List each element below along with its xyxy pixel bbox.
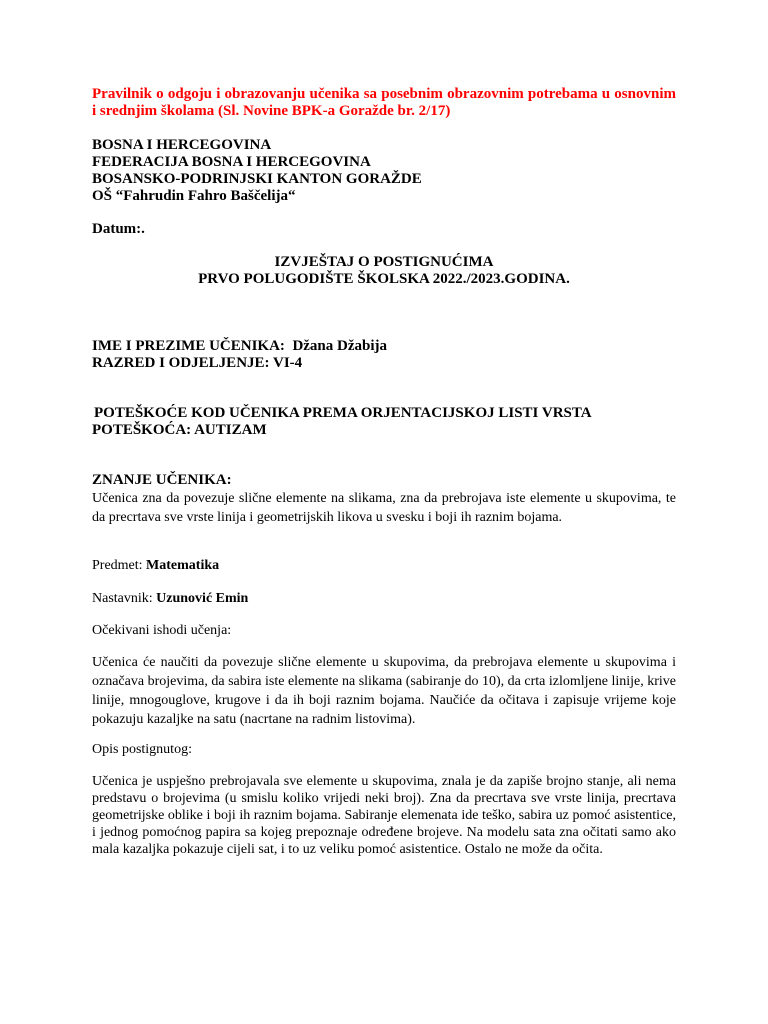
difficulty-line: POTEŠKOĆE KOD UČENIKA PREMA ORJENTACIJSKOJ LISTI VRSTA POTEŠKOĆA: AUTIZAM <box>92 405 591 438</box>
student-name-label: IME I PREZIME UČENIKA: <box>92 338 285 354</box>
achieved-text: Učenica je uspješno prebrojavala sve elemente u skupovima, znala je da zapiše brojno stanje, ali nema predstavu o brojevima (u smislu koliko vrijedi neki broj). Zna da precrtava sve vrste linija, precrtava geometrijske oblike i boji ih raznim bojama. Sabiranje elemenata ide teško, sabira uz pomoć asistentice, i jednog pomoćnog papira sa kojeg prepoznaje određene brojeve. Na modelu sata zna očitati samo ako mala kazaljka pokazuje cijeli sat, i to uz veliku pomoć asistentice. Ostalo ne može da očita. <box>92 774 676 857</box>
header-line-country: BOSNA I HERCEGOVINA <box>92 137 272 153</box>
report-title-line-2: PRVO POLUGODIŠTE ŠKOLSKA 2022./2023.GODINA. <box>198 271 570 287</box>
student-info <box>92 338 676 372</box>
achieved-label: Opis postignutog: <box>92 742 192 757</box>
header-line-school: OŠ “Fahrudin Fahro Baščelija“ <box>92 188 296 204</box>
teacher-label: Nastavnik: <box>92 591 153 606</box>
outcomes-text: Učenica će naučiti da povezuje slične elemente u skupovima, da prebrojava elemente u skupovima i označava brojevima, da sabira iste elemente na slikama (sabiranje do 10), da crta izlomljene linije, krive linije, mnogouglove, krugove i da ih boji raznim bojama. Naučiće da očitava i zapisuje vrijeme koje pokazuju kazaljke na satu (nacrtane na radnim listovima). <box>92 655 676 727</box>
report-title <box>92 254 676 288</box>
teacher-line <box>92 591 676 607</box>
teacher-value: Uzunović Emin <box>156 591 249 606</box>
date-line: Datum:. <box>92 221 145 237</box>
header-line-canton: BOSANSKO-PODRINJSKI KANTON GORAŽDE <box>92 171 422 187</box>
class-label: RAZRED I ODJELJENJE <box>92 355 265 371</box>
document-title: Pravilnik o odgoju i obrazovanju učenika sa posebnim obrazovnim potrebama u osnovnim i srednjim školama (Sl. Novine BPK-a Goražde br. 2/17) <box>92 86 676 119</box>
subject-line <box>92 558 676 574</box>
student-name-line <box>92 338 676 355</box>
class-line <box>92 355 676 372</box>
outcomes-label: Očekivani ishodi učenja: <box>92 623 232 638</box>
knowledge-text: Učenica zna da povezuje slične elemente na slikama, zna da prebrojava iste elemente u skupovima, te da precrtava sve vrste linija i geometrijskih likova u svesku i boji ih raznim bojama. <box>92 491 676 525</box>
student-name-value: Džana Džabija <box>292 338 388 354</box>
institution-header <box>92 137 676 205</box>
report-title-line-1: IZVJEŠTAJ O POSTIGNUĆIMA <box>274 254 494 270</box>
class-value: : VI-4 <box>264 355 303 371</box>
knowledge-heading: ZNANJE UČENIKA: <box>92 472 232 488</box>
header-line-federation: FEDERACIJA BOSNA I HERCEGOVINA <box>92 154 371 170</box>
subject-value: Matematika <box>146 558 220 573</box>
subject-label: Predmet: <box>92 558 143 573</box>
